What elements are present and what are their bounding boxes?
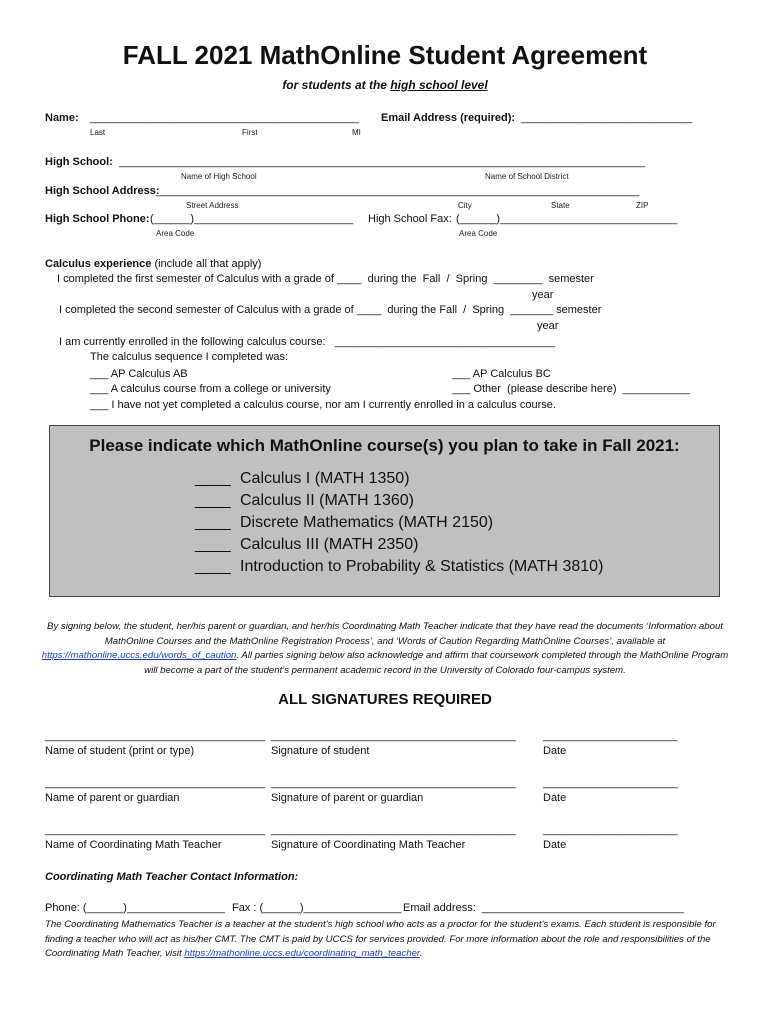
last-name-caption: Last	[90, 128, 106, 137]
option-ap-calculus-bc[interactable]: ___ AP Calculus BC	[452, 368, 551, 380]
middle-initial-caption: MI	[352, 128, 361, 137]
second-semester-year: year	[537, 320, 559, 332]
consent-paragraph	[40, 620, 730, 678]
consent-text: By signing below, the student, her/his parent or guardian, and her/his Coordinating Math Teacher indicate that they have read the documents ‘Information about MathOnline Courses and the MathOnline Registration Process’, and ‘Words of Caution Regarding MathOnline Courses’, available at	[47, 621, 723, 647]
teacher-date-caption: Date	[543, 839, 567, 851]
cmt-email-field[interactable]: Email address: _________________________________	[403, 902, 684, 914]
calculus-sequence-label: The calculus sequence I completed was:	[90, 351, 289, 363]
zip-caption: ZIP	[636, 201, 649, 210]
parent-name-field[interactable]: ____________________________________	[45, 777, 266, 789]
fax-area-code-caption: Area Code	[459, 229, 498, 238]
teacher-name-field[interactable]: ____________________________________	[45, 824, 266, 836]
name-label: Name:	[45, 112, 79, 124]
course-calculus-1: Calculus I (MATH 1350)	[240, 470, 410, 487]
high-school-address-field[interactable]: _______________________________________________________________________________	[156, 185, 640, 197]
high-school-label: High School:	[45, 156, 113, 168]
parent-date-caption: Date	[543, 792, 567, 804]
email-field[interactable]: ____________________________	[521, 112, 693, 124]
teacher-date-field[interactable]: ______________________	[543, 824, 678, 836]
course-blank[interactable]: ____	[195, 514, 231, 531]
course-probability-statistics: Introduction to Probability & Statistics (MATH 3810)	[240, 558, 604, 575]
teacher-signature-field[interactable]: ________________________________________	[271, 824, 516, 836]
coordinating-math-teacher-link[interactable]: https://mathonline.uccs.edu/coordinating_math_teacher	[184, 948, 420, 960]
high-school-fax-label: High School Fax:	[368, 213, 452, 225]
cmt-phone-field[interactable]: Phone: (______)________________	[45, 902, 225, 914]
course-discrete-math: Discrete Mathematics (MATH 2150)	[240, 514, 494, 531]
first-semester-year: year	[532, 289, 554, 301]
email-label: Email Address (required):	[381, 112, 516, 124]
high-school-name-caption: Name of High School	[181, 172, 257, 181]
city-caption: City	[458, 201, 472, 210]
course-blank[interactable]: ____	[195, 492, 231, 509]
student-date-caption: Date	[543, 745, 567, 757]
option-other[interactable]: ___ Other (please describe here) ___________	[452, 383, 690, 395]
high-school-fax-field[interactable]: (______)_____________________________	[456, 213, 678, 225]
cmt-note-text: The Coordinating Mathematics Teacher is a teacher at the student’s high school who acts as a proctor for the student’s exams. Each student is responsible for finding a teacher who will act as his/her CMT. The CMT is paid by UCCS for services provided. For more information about the role and responsibilities of the Coordinating Math Teacher, visit	[45, 919, 716, 960]
second-semester-line[interactable]: I completed the second semester of Calculus with a grade of ____ during the Fall / Spring _______ semester	[59, 304, 602, 316]
option-ap-calculus-ab[interactable]: ___ AP Calculus AB	[90, 368, 188, 380]
cmt-note	[45, 918, 735, 962]
student-signature-caption: Signature of student	[271, 745, 370, 757]
phone-area-code-caption: Area Code	[156, 229, 195, 238]
parent-signature-field[interactable]: ________________________________________	[271, 777, 516, 789]
school-district-caption: Name of School District	[485, 172, 569, 181]
student-date-field[interactable]: ______________________	[543, 730, 678, 742]
page-subtitle	[0, 78, 770, 92]
signatures-heading: ALL SIGNATURES REQUIRED	[278, 691, 492, 708]
student-signature-field[interactable]: ________________________________________	[271, 730, 516, 742]
option-college-course[interactable]: ___ A calculus course from a college or university	[90, 383, 331, 395]
subtitle-prefix: for students at the	[282, 78, 391, 92]
course-blank[interactable]: ____	[195, 558, 231, 575]
teacher-signature-caption: Signature of Coordinating Math Teacher	[271, 839, 466, 851]
street-address-caption: Street Address	[186, 201, 239, 210]
calculus-experience-title: Calculus experience	[45, 258, 152, 270]
name-field[interactable]: ____________________________________________	[90, 112, 360, 124]
calculus-experience-heading	[45, 258, 261, 270]
course-selection-heading: Please indicate which MathOnline course(s) you plan to take in Fall 2021:	[89, 436, 680, 455]
student-name-field[interactable]: ____________________________________	[45, 730, 266, 742]
words-of-caution-link[interactable]: https://mathonline.uccs.edu/words_of_caution	[41, 650, 237, 662]
page-title: FALL 2021 MathOnline Student Agreement	[122, 40, 648, 70]
option-not-completed[interactable]: ___ I have not yet completed a calculus course, nor am I currently enrolled in a calculus course.	[90, 399, 556, 411]
first-semester-line[interactable]: I completed the first semester of Calculus with a grade of ____ during the Fall / Spring ________ semester	[57, 273, 594, 285]
high-school-phone-label: High School Phone:	[45, 213, 150, 225]
first-name-caption: First	[242, 128, 258, 137]
consent-text-end: . All parties signing below also acknowledge and affirm that coursework completed through the MathOnline Program will become a part of the student’s permanent academic record in the University of Colorado four-campus system.	[144, 650, 729, 676]
parent-date-field[interactable]: ______________________	[543, 777, 678, 789]
cmt-contact-heading: Coordinating Math Teacher Contact Information:	[45, 871, 299, 883]
high-school-address-label: High School Address:	[45, 185, 160, 197]
course-blank[interactable]: ____	[195, 470, 231, 487]
course-blank[interactable]: ____	[195, 536, 231, 553]
cmt-fax-field[interactable]: Fax : (______)________________	[232, 902, 402, 914]
high-school-field[interactable]: ______________________________________________________________________________________	[119, 156, 646, 168]
calculus-experience-note: (include all that apply)	[151, 258, 262, 270]
cmt-note-end: .	[419, 948, 423, 960]
high-school-phone-field[interactable]: (______)__________________________	[150, 213, 354, 225]
course-calculus-2: Calculus II (MATH 1360)	[240, 492, 414, 509]
state-caption: State	[551, 201, 570, 210]
current-course-line[interactable]: I am currently enrolled in the following calculus course: ____________________________________	[59, 336, 555, 348]
parent-name-caption: Name of parent or guardian	[45, 792, 180, 804]
course-calculus-3: Calculus III (MATH 2350)	[240, 536, 419, 553]
student-name-caption: Name of student (print or type)	[45, 745, 195, 757]
teacher-name-caption: Name of Coordinating Math Teacher	[45, 839, 222, 851]
subtitle-emphasis: high school level	[390, 78, 488, 92]
parent-signature-caption: Signature of parent or guardian	[271, 792, 424, 804]
